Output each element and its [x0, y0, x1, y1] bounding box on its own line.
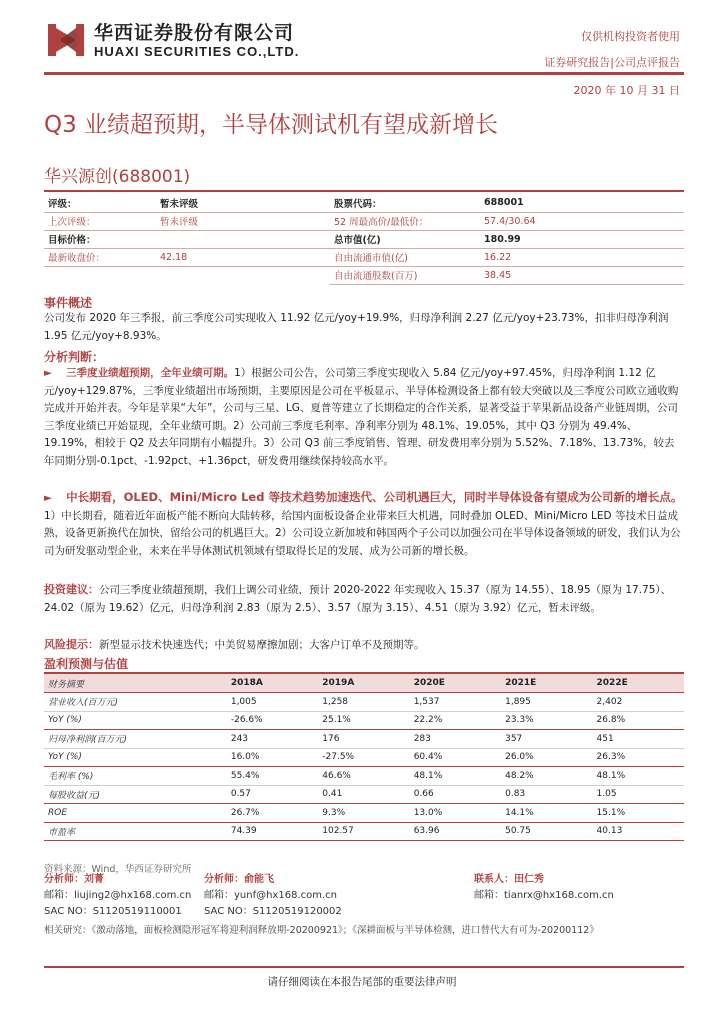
point-1-lead: 三季度业绩超预期，全年业绩可期。 [66, 367, 235, 379]
table-cell: 451 [593, 730, 684, 749]
row-label: 营业收入(百万元) [44, 693, 227, 712]
stock-name: 华兴源创(688001) [44, 167, 191, 187]
info-value: 688001 [480, 194, 684, 212]
table-row [44, 767, 684, 786]
table-cell: 0.57 [227, 785, 318, 804]
table-cell: 176 [318, 730, 409, 749]
info-label: 自由流通市值(亿) [330, 248, 480, 266]
table-cell: 357 [501, 730, 592, 749]
info-row [44, 212, 684, 230]
audience-note: 仅供机构投资者使用 [581, 30, 680, 43]
table-cell: 23.3% [501, 711, 592, 730]
table-cell: 15.1% [593, 804, 684, 823]
events-heading: 事件概述 [44, 296, 93, 310]
table-cell: 26.0% [501, 748, 592, 767]
stock-info-table [44, 194, 684, 285]
point-2-lead: 中长期看，OLED、Mini/Micro Led 等技术趋势加速迭代、公司机遇巨大，同时半导体设备有望成为公司新的增长点。 [66, 490, 683, 504]
contact-name: 分析师：刘菁 [44, 874, 104, 885]
related-research[interactable]: 相关研究：《激动落地，面板检测隐形冠军将迎利润释放期-20200921》；《深耕面板与半导体检测，进口替代大有可为-20200112》 [44, 925, 599, 936]
info-value: 38.45 [480, 266, 684, 284]
info-value: 180.99 [480, 230, 684, 248]
table-row [44, 748, 684, 767]
table-cell: 46.6% [318, 767, 409, 786]
table-cell: 1.05 [593, 785, 684, 804]
liaison-contact [474, 872, 614, 904]
table-cell: 48.1% [410, 767, 501, 786]
table-cell: 26.8% [593, 711, 684, 730]
info-value [156, 266, 330, 284]
header-cell: 2020E [410, 674, 501, 693]
forecast-heading: 盈利预测与估值 [44, 657, 129, 671]
table-cell: 14.1% [501, 804, 592, 823]
bullet-triangle-icon: ► [44, 492, 53, 504]
row-label: YoY (%) [44, 711, 227, 730]
row-label: 市盈率 [44, 822, 227, 841]
info-value: 暂未评级 [156, 194, 330, 212]
info-row [44, 230, 684, 248]
info-value: 42.18 [156, 248, 330, 266]
header-divider [44, 72, 684, 75]
table-cell: 13.0% [410, 804, 501, 823]
table-cell: 243 [227, 730, 318, 749]
report-type: 证券研究报告|公司点评报告 [544, 56, 680, 69]
company-name-cn: 华西证券股份有限公司 [94, 22, 295, 44]
footer-divider [44, 966, 684, 968]
point-2-text: 1）中长期看，随着近年面板产能不断向大陆转移，给国内面板设备企业带来巨大机遇，同时叠加 OLED、Mini/Micro LED 等技术日益成熟，设备更新换代在加快，留给公司的机遇巨大。2）公司设立新加坡和韩国两个子公司以加强公司在半导体设备领域的研发，我们认为公司为研发驱动型企业，未来在半导体测试机领域有望取得长足的发展、成为公司新的增长极。 [44, 509, 681, 557]
analysis-point-2 [44, 489, 684, 560]
row-label: 归母净利润(百万元) [44, 730, 227, 749]
contact-sac: SAC NO：S1120519110001 [44, 906, 182, 917]
info-label: 自由流通股数(百万) [330, 266, 480, 284]
company-name-en: HUAXI SECURITIES CO.,LTD. [94, 44, 300, 59]
row-label: YoY (%) [44, 748, 227, 767]
table-cell: 0.41 [318, 785, 409, 804]
table-cell: 26.7% [227, 804, 318, 823]
info-label: 52 周最高价/最低价： [330, 212, 480, 230]
row-label: ROE [44, 804, 227, 823]
table-cell: -26.6% [227, 711, 318, 730]
info-label: 最新收盘价： [44, 248, 156, 266]
table-row [44, 711, 684, 730]
table-cell: 1,258 [318, 693, 409, 712]
advice-lead: 投资建议： [44, 583, 99, 596]
table-cell: 9.3% [318, 804, 409, 823]
contact-email[interactable]: 邮箱：liujing2@hx168.com.cn [44, 890, 192, 901]
analyst-contact-2 [204, 872, 342, 920]
point-1-text: 1）根据公司公告，公司第三季度实现收入 5.84 亿元/yoy+97.45%，归母净利润 1.12 亿元/yoy+129.87%，三季度业绩超出市场预期，主要原因是公司在平板显示、半导体检测设备上都有较大突破以及三季度公司欧立通收购完成并开始并表。今年是苹果“大年”，公司与三星、LG、夏普等建立了长期稳定的合作关系，显著受益于苹果新品设备产业链周期，公司三季度业绩已开始显现，全年业绩可期。2）公司前三季度毛利率、净利率分别为 48.1%、19.05%，其中 Q3 分别为 49.4%、19.19%，相较于 Q2 及去年同期有小幅提升。3）公司 Q3 前三季度销售、管理、研发费用率分别为 5.52%、7.18%、13.73%，较去年同期分别-0.1pct、-1.92pct、+1.36pct，研发费用继续保持较高水平。 [44, 367, 679, 467]
table-cell: 22.2% [410, 711, 501, 730]
info-row [44, 248, 684, 266]
report-date: 2020 年 10 月 31 日 [573, 84, 680, 97]
header-cell: 2022E [593, 674, 684, 693]
info-value [156, 230, 330, 248]
info-label: 上次评级： [44, 212, 156, 230]
info-row [44, 266, 684, 284]
table-cell: 2,402 [593, 693, 684, 712]
contact-email[interactable]: 邮箱：yunf@hx168.com.cn [204, 890, 338, 901]
forecast-table [44, 674, 684, 841]
info-row [44, 194, 684, 212]
contact-name: 分析师：俞能飞 [204, 874, 274, 885]
info-label [44, 266, 156, 284]
table-source: 资料来源：Wind，华西证券研究所 [44, 864, 192, 875]
risk-warning [44, 636, 684, 655]
contact-name: 联系人：田仁秀 [474, 874, 544, 885]
table-cell: 1,895 [501, 693, 592, 712]
row-label: 毛利率 (%) [44, 767, 227, 786]
analysis-point-1 [44, 365, 684, 471]
table-cell: 283 [410, 730, 501, 749]
table-cell: 1,005 [227, 693, 318, 712]
table-cell: 16.0% [227, 748, 318, 767]
table-cell: 102.57 [318, 822, 409, 841]
header-cell: 2018A [227, 674, 318, 693]
row-label: 每股收益(元) [44, 785, 227, 804]
table-row [44, 822, 684, 841]
bullet-triangle-icon: ► [44, 367, 53, 379]
table-row [44, 785, 684, 804]
header-cell: 财务摘要 [44, 674, 227, 693]
table-cell: 48.2% [501, 767, 592, 786]
contact-email[interactable]: 邮箱：tianrx@hx168.com.cn [474, 890, 614, 901]
table-cell: 40.13 [593, 822, 684, 841]
table-row [44, 730, 684, 749]
table-cell: 26.3% [593, 748, 684, 767]
header-cell: 2021E [501, 674, 592, 693]
info-value: 16.22 [480, 248, 684, 266]
report-title: Q3 业绩超预期，半导体测试机有望成新增长 [44, 112, 499, 138]
table-cell: 63.96 [410, 822, 501, 841]
risk-text: 新型显示技术快速迭代；中美贸易摩擦加剧；大客户订单不及预期等。 [99, 639, 425, 651]
table-row [44, 804, 684, 823]
table-cell: 74.39 [227, 822, 318, 841]
contact-sac: SAC NO：S1120519120002 [204, 906, 342, 917]
table-cell: 55.4% [227, 767, 318, 786]
investment-advice [44, 581, 684, 617]
table-cell: 1,537 [410, 693, 501, 712]
logo-mark-icon [48, 22, 84, 58]
stock-divider [44, 190, 684, 192]
advice-text: 公司三季度业绩超预期，我们上调公司业绩，预计 2020-2022 年实现收入 15.37（原为 14.55）、18.95（原为 17.75）、24.02（原为 19.62）亿元，归母净利润 2.83（原为 2.5）、3.57（原为 3.15）、4.51（原为 3.92）亿元，暂未评级。 [44, 584, 672, 614]
table-cell: 0.83 [501, 785, 592, 804]
info-label: 目标价格： [44, 230, 156, 248]
info-value: 暂未评级 [156, 212, 330, 230]
risk-lead: 风险提示： [44, 638, 99, 651]
analyst-contact-1 [44, 872, 191, 920]
info-label: 股票代码： [330, 194, 480, 212]
table-cell: 25.1% [318, 711, 409, 730]
info-label: 总市值(亿) [330, 230, 480, 248]
info-label: 评级： [44, 194, 156, 212]
forecast-header-row [44, 674, 684, 693]
table-cell: 50.75 [501, 822, 592, 841]
table-cell: 48.1% [593, 767, 684, 786]
events-text: 公司发布 2020 年三季报，前三季度公司实现收入 11.92 亿元/yoy+19.9%，归母净利润 2.27 亿元/yoy+23.73%，扣非归母净利润 1.95 亿元/yoy+8.93%。 [44, 312, 669, 342]
table-row [44, 693, 684, 712]
header-cell: 2019A [318, 674, 409, 693]
company-logo [48, 22, 84, 58]
info-value: 57.4/30.64 [480, 212, 684, 230]
analysis-heading: 分析判断： [44, 350, 105, 364]
table-cell: 0.66 [410, 785, 501, 804]
table-cell: 60.4% [410, 748, 501, 767]
legal-footer: 请仔细阅读在本报告尾部的重要法律声明 [267, 976, 457, 988]
table-cell: -27.5% [318, 748, 409, 767]
